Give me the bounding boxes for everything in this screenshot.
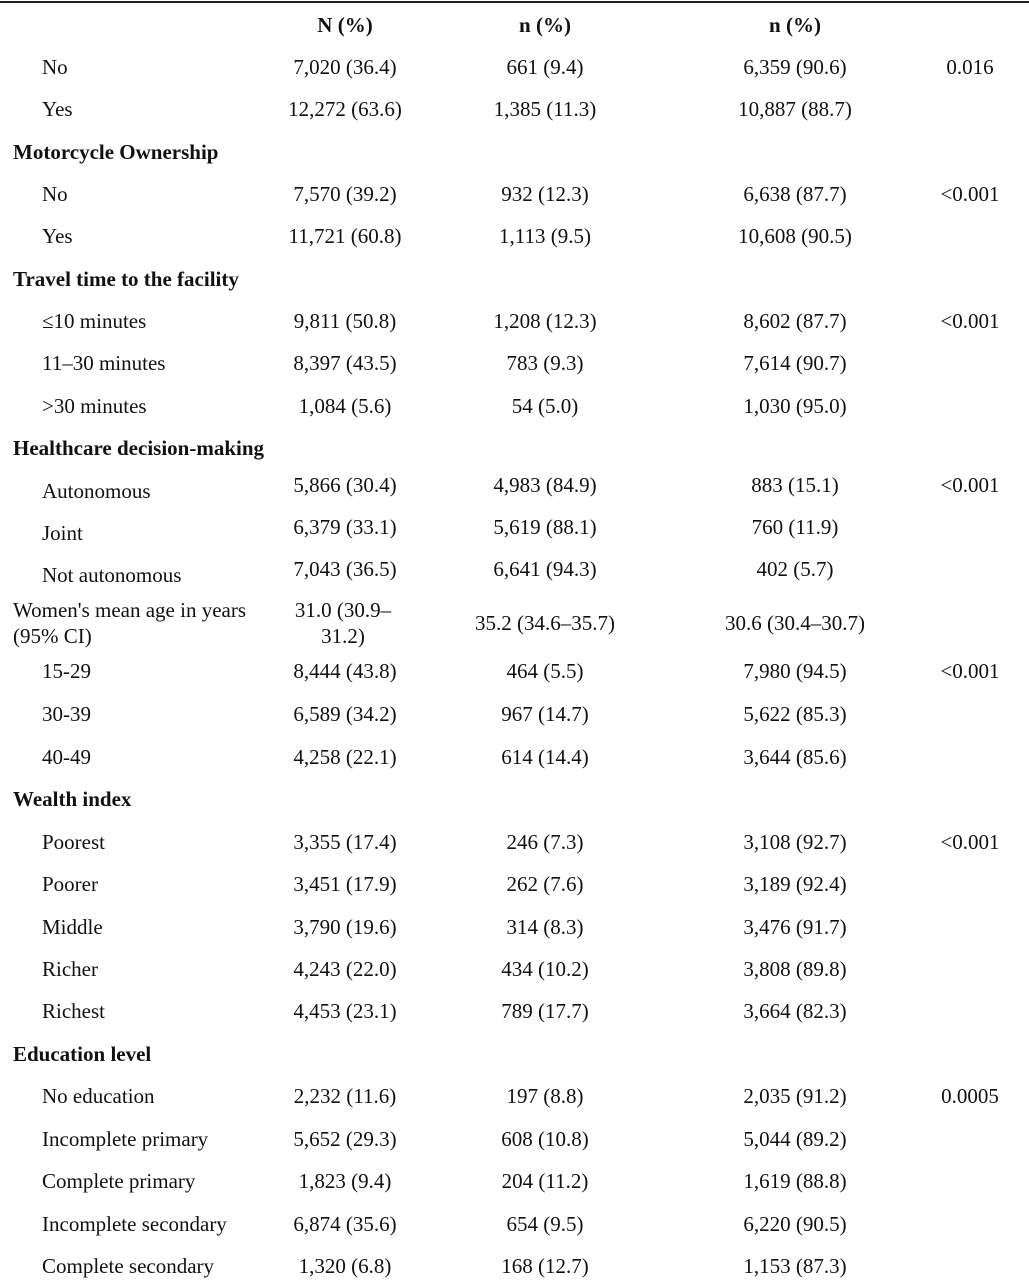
cell-p: <0.001 bbox=[940, 309, 1000, 333]
cell-total: 3,355 (17.4) bbox=[293, 830, 397, 854]
cell-a: 54 (5.0) bbox=[511, 394, 579, 418]
cell-b: 10,887 (88.7) bbox=[738, 97, 852, 121]
cell-total: 4,453 (23.1) bbox=[293, 999, 397, 1023]
row-label: Complete secondary bbox=[42, 1254, 215, 1278]
cell-a: 314 (8.3) bbox=[506, 915, 584, 939]
row-label: 30-39 bbox=[42, 702, 91, 726]
cell-b: 10,608 (90.5) bbox=[738, 224, 852, 248]
row-label: Yes bbox=[42, 97, 73, 121]
cell-total: 7,570 (39.2) bbox=[293, 182, 397, 206]
cell-b: 883 (15.1) bbox=[751, 473, 839, 497]
section-heading: Healthcare decision-making bbox=[13, 436, 265, 460]
cell-b: 3,476 (91.7) bbox=[743, 915, 847, 939]
cell-b: 2,035 (91.2) bbox=[743, 1084, 847, 1108]
cell-a: 262 (7.6) bbox=[506, 872, 584, 896]
cell-p: <0.001 bbox=[940, 182, 1000, 206]
row-label: Autonomous bbox=[42, 479, 151, 503]
row-label: 11–30 minutes bbox=[42, 351, 166, 375]
cell-b: 30.6 (30.4–30.7) bbox=[725, 611, 865, 635]
cell-a: 932 (12.3) bbox=[501, 182, 589, 206]
cell-total: 1,823 (9.4) bbox=[298, 1169, 392, 1193]
row-label: Middle bbox=[42, 915, 103, 939]
cell-b: 3,644 (85.6) bbox=[743, 745, 847, 769]
cell-p: <0.001 bbox=[940, 830, 1000, 854]
cell-total: 4,243 (22.0) bbox=[293, 957, 397, 981]
cell-a: 35.2 (34.6–35.7) bbox=[475, 611, 615, 635]
row-label: >30 minutes bbox=[42, 394, 147, 418]
cell-a: 789 (17.7) bbox=[501, 999, 589, 1023]
header-total: N (%) bbox=[317, 13, 373, 37]
cell-total: 2,232 (11.6) bbox=[293, 1084, 397, 1108]
cell-total: 4,258 (22.1) bbox=[293, 745, 397, 769]
cell-b: 3,808 (89.8) bbox=[743, 957, 847, 981]
cell-b: 1,619 (88.8) bbox=[743, 1169, 847, 1193]
cell-total: 6,874 (35.6) bbox=[293, 1212, 397, 1236]
cell-p: <0.001 bbox=[940, 473, 1000, 497]
cell-b: 6,220 (90.5) bbox=[743, 1212, 847, 1236]
mean-age-label: Women's mean age in years (95% CI) bbox=[13, 598, 247, 648]
row-label: 15-29 bbox=[42, 659, 91, 683]
row-label: Not autonomous bbox=[42, 563, 182, 587]
cell-a: 1,208 (12.3) bbox=[493, 309, 597, 333]
row-label: 40-49 bbox=[42, 745, 91, 769]
cell-a: 197 (8.8) bbox=[506, 1084, 584, 1108]
cell-a: 783 (9.3) bbox=[506, 351, 584, 375]
row-label: Richer bbox=[42, 957, 98, 981]
header-group-b: n (%) bbox=[769, 13, 821, 37]
table-top-rule bbox=[0, 1, 1029, 3]
cell-a: 168 (12.7) bbox=[501, 1254, 589, 1278]
row-label: ≤10 minutes bbox=[42, 309, 147, 333]
cell-b: 3,664 (82.3) bbox=[743, 999, 847, 1023]
row-label: No bbox=[42, 55, 68, 79]
row-label: Richest bbox=[42, 999, 105, 1023]
cell-a: 661 (9.4) bbox=[506, 55, 584, 79]
row-label: No bbox=[42, 182, 68, 206]
cell-b: 6,359 (90.6) bbox=[743, 55, 847, 79]
cell-total: 3,790 (19.6) bbox=[293, 915, 397, 939]
cell-total: 9,811 (50.8) bbox=[293, 309, 397, 333]
cell-a: 246 (7.3) bbox=[506, 830, 584, 854]
cell-total: 1,084 (5.6) bbox=[298, 394, 392, 418]
cell-b: 5,044 (89.2) bbox=[743, 1127, 847, 1151]
row-label: Poorest bbox=[42, 830, 105, 854]
cell-total: 7,020 (36.4) bbox=[293, 55, 397, 79]
section-heading: Motorcycle Ownership bbox=[13, 140, 219, 164]
cell-total: 8,444 (43.8) bbox=[293, 659, 397, 683]
row-label: Incomplete primary bbox=[42, 1127, 209, 1151]
cell-a: 654 (9.5) bbox=[506, 1212, 584, 1236]
cell-total: 11,721 (60.8) bbox=[288, 224, 402, 248]
cell-b: 8,602 (87.7) bbox=[743, 309, 847, 333]
cell-b: 1,030 (95.0) bbox=[743, 394, 847, 418]
cell-b: 5,622 (85.3) bbox=[743, 702, 847, 726]
section-heading: Travel time to the facility bbox=[13, 267, 239, 291]
cell-a: 1,385 (11.3) bbox=[493, 97, 597, 121]
row-label: No education bbox=[42, 1084, 155, 1108]
cell-b: 7,980 (94.5) bbox=[743, 659, 847, 683]
row-label: Yes bbox=[42, 224, 73, 248]
cell-a: 608 (10.8) bbox=[501, 1127, 589, 1151]
header-group-a: n (%) bbox=[519, 13, 571, 37]
cell-p: <0.001 bbox=[940, 659, 1000, 683]
row-label: Complete primary bbox=[42, 1169, 196, 1193]
cell-total: 7,043 (36.5) bbox=[293, 557, 397, 581]
section-heading: Education level bbox=[13, 1042, 152, 1066]
section-heading: Wealth index bbox=[13, 787, 132, 811]
cell-total: 6,589 (34.2) bbox=[293, 702, 397, 726]
cell-total: 5,866 (30.4) bbox=[293, 473, 397, 497]
cell-a: 4,983 (84.9) bbox=[493, 473, 597, 497]
cell-p: 0.016 bbox=[946, 55, 994, 79]
cell-b: 3,108 (92.7) bbox=[743, 830, 847, 854]
cell-total: 31.0 (30.9–31.2) bbox=[294, 598, 392, 648]
cell-b: 1,153 (87.3) bbox=[743, 1254, 847, 1278]
cell-a: 5,619 (88.1) bbox=[493, 515, 597, 539]
cell-total: 8,397 (43.5) bbox=[293, 351, 397, 375]
cell-b: 760 (11.9) bbox=[751, 515, 839, 539]
row-label: Poorer bbox=[42, 872, 98, 896]
row-label: Incomplete secondary bbox=[42, 1212, 227, 1236]
cell-p: 0.0005 bbox=[941, 1084, 999, 1108]
cell-a: 1,113 (9.5) bbox=[499, 224, 591, 248]
cell-a: 464 (5.5) bbox=[506, 659, 584, 683]
cell-b: 3,189 (92.4) bbox=[743, 872, 847, 896]
cell-total: 6,379 (33.1) bbox=[293, 515, 397, 539]
row-label: Joint bbox=[42, 521, 83, 545]
cell-a: 967 (14.7) bbox=[501, 702, 589, 726]
cell-b: 6,638 (87.7) bbox=[743, 182, 847, 206]
cell-total: 1,320 (6.8) bbox=[298, 1254, 392, 1278]
cell-total: 12,272 (63.6) bbox=[288, 97, 402, 121]
cell-b: 7,614 (90.7) bbox=[743, 351, 847, 375]
cell-a: 204 (11.2) bbox=[501, 1169, 589, 1193]
cell-a: 6,641 (94.3) bbox=[493, 557, 597, 581]
cell-total: 3,451 (17.9) bbox=[293, 872, 397, 896]
cell-b: 402 (5.7) bbox=[756, 557, 834, 581]
cell-a: 434 (10.2) bbox=[501, 957, 589, 981]
cell-a: 614 (14.4) bbox=[501, 745, 589, 769]
cell-total: 5,652 (29.3) bbox=[293, 1127, 397, 1151]
